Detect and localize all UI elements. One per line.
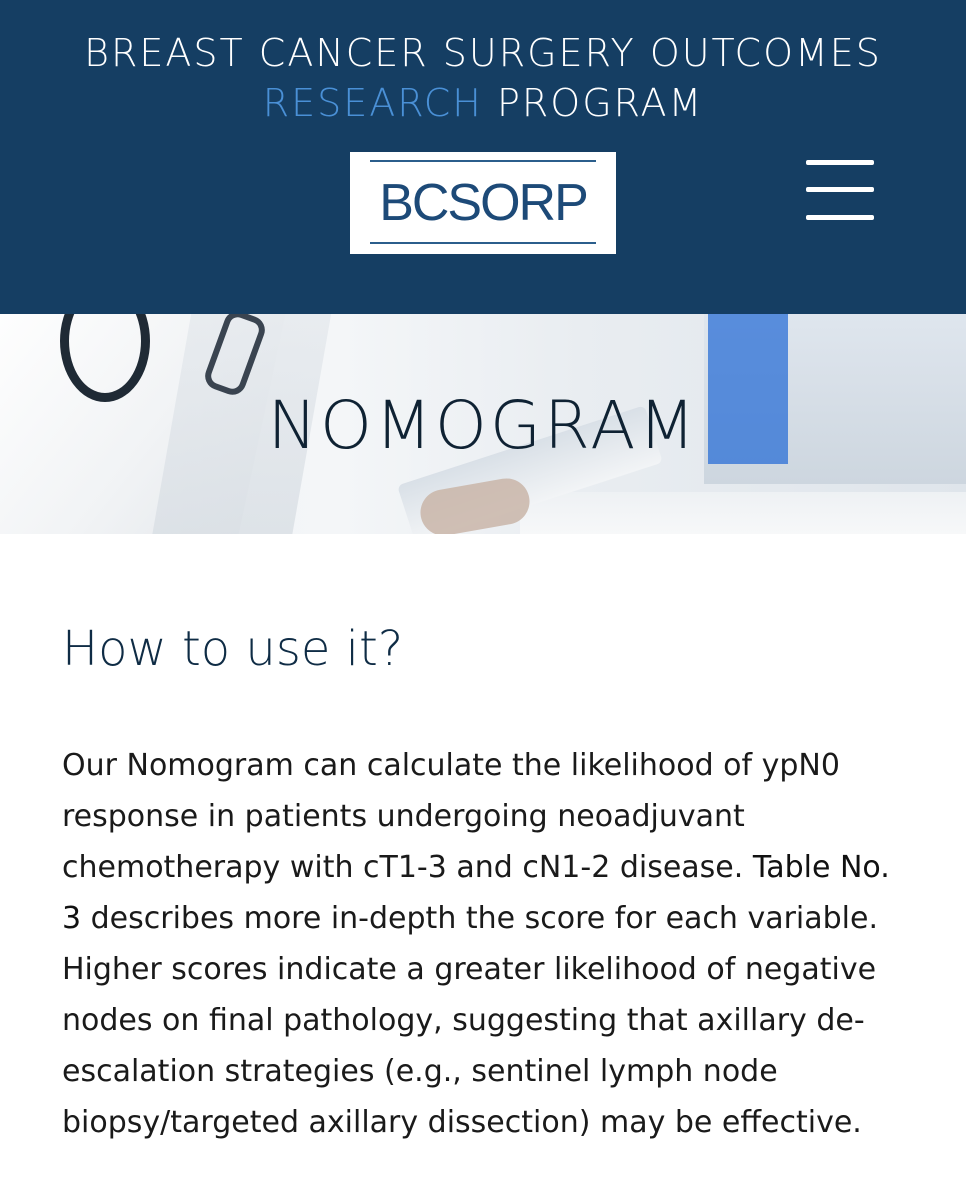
program-title xyxy=(0,28,966,128)
paragraph-part2: describes more in-depth the score for each variable. Higher scores indicate a greater likelihood of negative nodes on final pathology, suggesting that axillary de-escalation strategies (e.g., sentinel lymph node biopsy/targeted axillary dissection) may be effective. xyxy=(62,901,879,1140)
program-title-line2 xyxy=(0,78,966,128)
table-3-link[interactable]: Table No. 3 xyxy=(62,850,890,936)
bcsorp-logo[interactable] xyxy=(350,152,616,254)
site-header xyxy=(0,0,966,314)
paragraph-part1: Our Nomogram can calculate the likelihood of ypN0 response in patients undergoing neoadjuvant chemotherapy with cT1-3 and cN1-2 disease. xyxy=(62,748,840,885)
logo-bottom-rule xyxy=(370,242,596,244)
body-paragraph xyxy=(62,740,912,1148)
menu-bar-top xyxy=(806,160,874,165)
hamburger-menu-icon[interactable] xyxy=(806,160,874,220)
program-title-accent: RESEARCH xyxy=(262,81,483,125)
menu-bar-bottom xyxy=(806,215,874,220)
page-title: NOMOGRAM xyxy=(267,387,699,464)
program-title-rest: PROGRAM xyxy=(496,81,704,125)
section-heading: How to use it? xyxy=(62,621,404,677)
logo-text: BCSORP xyxy=(379,174,587,232)
logo-top-rule xyxy=(370,160,596,162)
desk-shape xyxy=(520,492,966,534)
program-title-line1: BREAST CANCER SURGERY OUTCOMES xyxy=(84,31,882,75)
menu-bar-middle xyxy=(806,187,874,192)
